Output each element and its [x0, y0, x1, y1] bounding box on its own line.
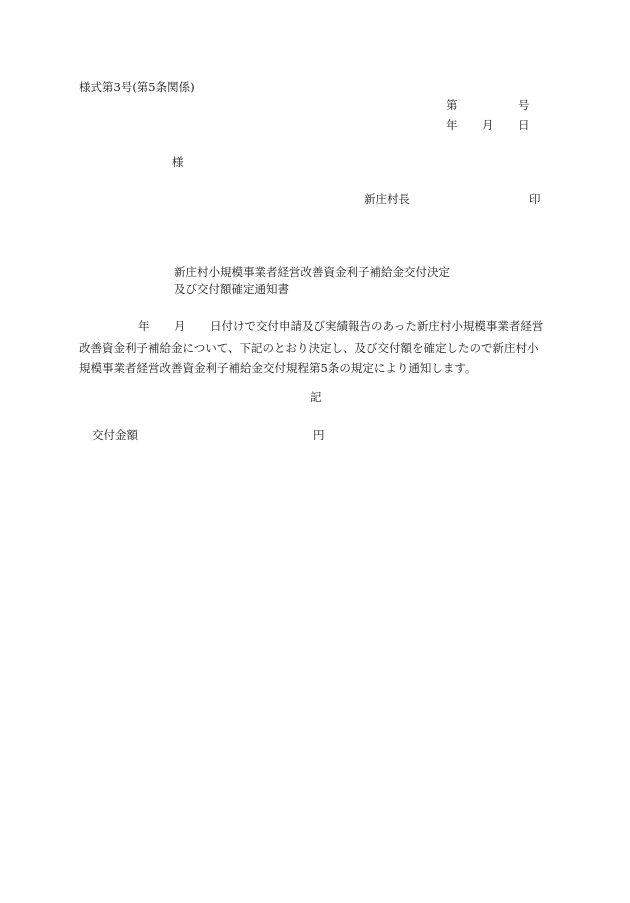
body-line-1 — [79, 317, 564, 338]
number-prefix: 第 — [446, 98, 458, 112]
amount-unit: 円 — [313, 428, 325, 442]
seal-mark: 印 — [529, 192, 541, 206]
number-suffix: 号 — [518, 98, 530, 112]
date-day: 日 — [518, 118, 530, 132]
body-paragraph — [79, 317, 564, 379]
date-month: 月 — [482, 118, 494, 132]
body-line-2: 改善資金利子補給金について、下記のとおり決定し、及び交付額を確定したので新庄村小 — [79, 340, 539, 355]
body-line-3: 規模事業者経営改善資金利子補給金交付規程第5条の規定により通知します。 — [79, 361, 477, 375]
issuer-title: 新庄村長 — [364, 192, 410, 206]
amount-label: 交付金額 — [92, 428, 138, 442]
body-line-1-text: 日付けで交付申請及び実績報告のあった新庄村小規模事業者経営 — [210, 319, 544, 333]
date-year: 年 — [446, 118, 458, 132]
ki-heading: 記 — [310, 390, 322, 404]
addressee-suffix: 様 — [172, 155, 184, 169]
body-year: 年 — [138, 319, 150, 333]
document-title-line-2: 及び交付額確定通知書 — [174, 282, 289, 296]
form-label: 様式第3号(第5条関係) — [79, 80, 195, 94]
body-month: 月 — [174, 319, 186, 333]
document-title-line-1: 新庄村小規模事業者経営改善資金利子補給金交付決定 — [174, 265, 450, 279]
